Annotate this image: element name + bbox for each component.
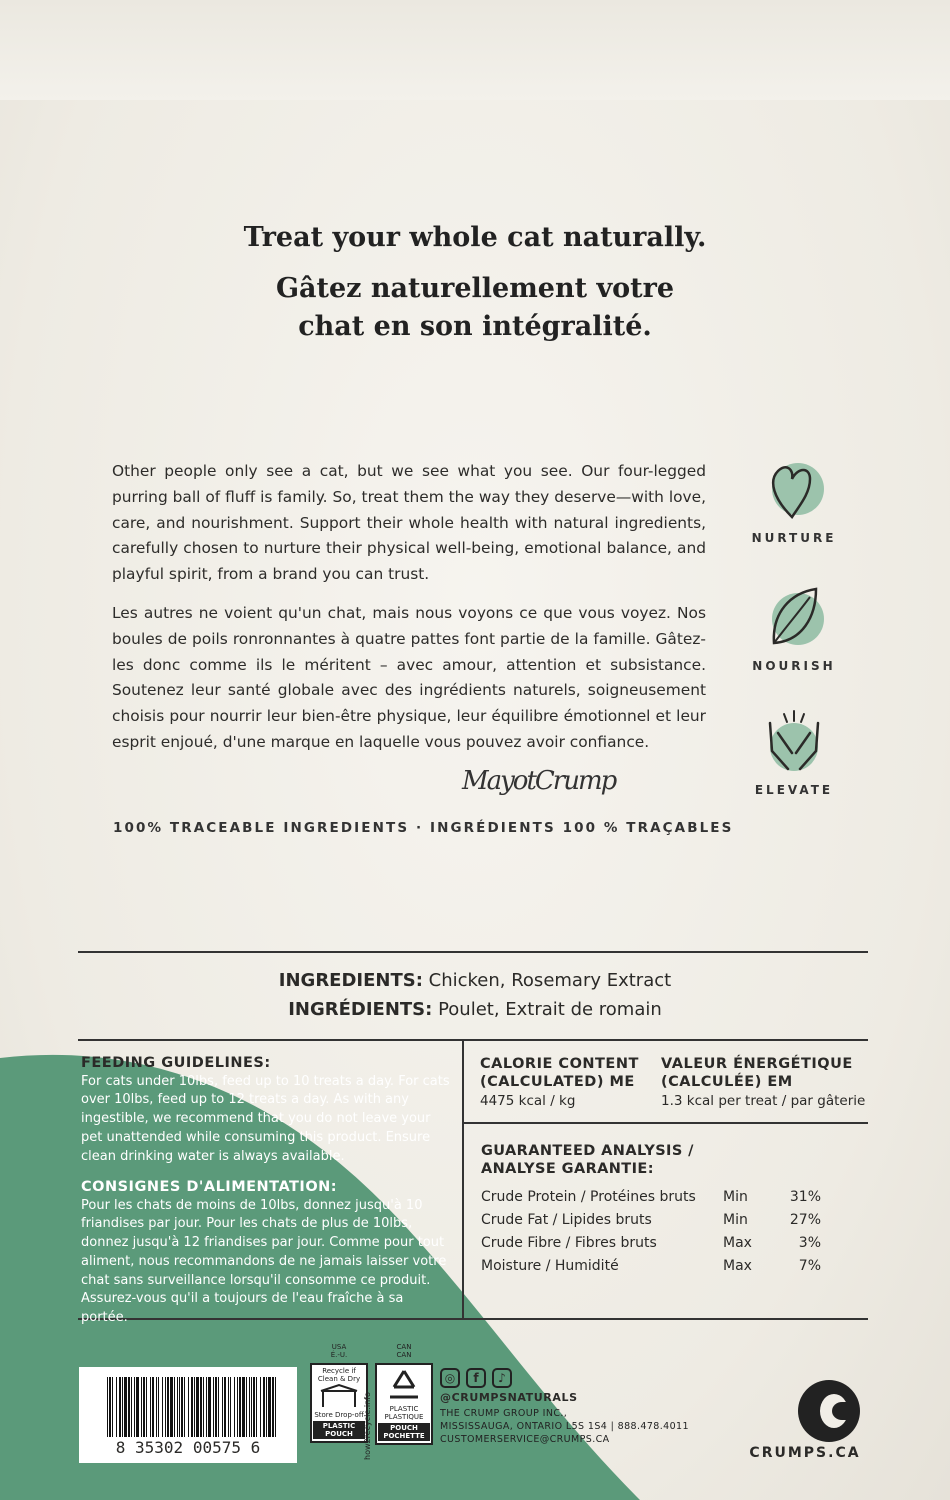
analysis-name: Crude Fat / Lipides bruts <box>481 1211 652 1228</box>
barcode-bar <box>239 1377 241 1437</box>
recycle-foot-line2: POUCH <box>325 1430 353 1438</box>
barcode-bar <box>128 1377 130 1437</box>
social-contact <box>440 1368 689 1446</box>
barcode-bar <box>152 1377 154 1437</box>
divider-vertical <box>462 1039 464 1319</box>
recycle-country: USA <box>331 1343 347 1351</box>
barcode-bar <box>196 1377 199 1437</box>
calorie-content-fr <box>661 1055 865 1109</box>
barcode-bar <box>119 1377 121 1437</box>
recycle-top: Recycle if Clean & Dry <box>317 1367 361 1383</box>
barcode-bar <box>222 1377 223 1437</box>
barcode-bar <box>112 1377 113 1437</box>
feeding-guidelines-fr <box>81 1178 453 1328</box>
barcode-bar <box>167 1377 169 1437</box>
crumps-logo-icon <box>798 1380 860 1442</box>
barcode-bar <box>228 1377 229 1437</box>
barcode-bar <box>268 1377 271 1437</box>
analysis-percent: 3% <box>798 1234 821 1251</box>
how2recycle-text: how2recycle.info <box>363 1392 372 1460</box>
headline-fr-line1: Gâtez naturellement votre <box>275 273 675 304</box>
barcode <box>79 1367 297 1463</box>
barcode-bar <box>150 1377 151 1437</box>
facebook-icon[interactable]: f <box>466 1368 486 1388</box>
story-fr: Les autres ne voient qu'un chat, mais nous voyons ce que vous voyez. Nos boules de poils ronronnantes à quatre pattes font partie de la famille. Gâtez-les donc comme ils le méritent – avec amour, attention et subsistance. Soutenez leur santé globale avec des ingrédients naturels, soigneusement choisis pour nourrir leur bien-être physique, leur équilibre émotionnel et leur esprit enjoué, d'une marque en laquelle vous pouvez avoir confiance. <box>112 604 706 751</box>
calorie-content-en <box>480 1055 639 1109</box>
barcode-bar <box>179 1377 180 1437</box>
calorie-title-fr-1: VALEUR ÉNERGÉTIQUE <box>661 1056 853 1072</box>
barcode-bar <box>251 1377 252 1437</box>
hands-icon <box>754 707 834 777</box>
barcode-bar <box>194 1377 195 1437</box>
benefit-nourish <box>740 583 848 673</box>
analysis-name: Crude Protein / Protéines bruts <box>481 1188 696 1205</box>
recycle-box <box>310 1363 368 1443</box>
barcode-bar <box>246 1377 247 1437</box>
calorie-title-en-1: CALORIE CONTENT <box>480 1056 639 1072</box>
ingredients-value-en: Chicken, Rosemary Extract <box>422 970 672 991</box>
analysis-name: Crude Fibre / Fibres bruts <box>481 1234 657 1251</box>
logo-cut <box>832 1402 852 1420</box>
analysis-qualifier: Min <box>723 1211 748 1228</box>
barcode-bar <box>218 1377 219 1437</box>
recycle-foot-line1: PLASTIC <box>322 1422 356 1430</box>
ingredients-value-fr: Poulet, Extrait de romain <box>432 999 662 1020</box>
barcode-bar <box>253 1377 255 1437</box>
barcode-bar <box>136 1377 139 1437</box>
barcode-bar <box>146 1377 147 1437</box>
recycle-top-line2: PLASTIQUE <box>384 1413 424 1421</box>
feeding-text-fr: Pour les chats de moins de 10lbs, donnez jusqu'à 10 friandises par jour. Pour les chats de plus de 10lbs, donnez jusqu'à 12 friandises par jour. Comme pour tout aliment, nous recommandons de ne jamais laisser votre chat sans surveillance lorsqu'il consomme ce produit. Assurez-vous qu'il a toujours de l'eau fraîche à sa portée. <box>81 1197 447 1325</box>
analysis-qualifier: Max <box>723 1234 752 1251</box>
barcode-bar <box>191 1377 193 1437</box>
barcode-bar <box>141 1377 142 1437</box>
divider-middle <box>78 1039 868 1041</box>
barcode-bar <box>174 1377 175 1437</box>
benefit-label: ELEVATE <box>754 783 834 797</box>
barcode-bar <box>203 1377 204 1437</box>
ingredients-label-en: INGREDIENTS: <box>278 970 423 991</box>
barcode-bar <box>249 1377 250 1437</box>
barcode-bars <box>107 1377 277 1437</box>
feeding-text-en: For cats under 10lbs, feed up to 10 treats a day. For cats over 10lbs, feed up to 12 treats a day. As with any ingestible, we recommend that you do not leave your pet unattended while consuming this product. Ensure clean drinking water is always available. <box>81 1073 450 1164</box>
barcode-bar <box>116 1377 117 1437</box>
analysis-name: Moisture / Humidité <box>481 1257 619 1274</box>
recycle-arrows-icon <box>382 1367 426 1403</box>
recycle-foot-line1: POUCH <box>390 1424 418 1432</box>
barcode-bar <box>200 1377 202 1437</box>
analysis-percent: 7% <box>798 1257 821 1274</box>
tiktok-icon[interactable]: ♪ <box>492 1368 512 1388</box>
barcode-bar <box>158 1377 159 1437</box>
benefit-elevate <box>740 707 848 797</box>
barcode-bar <box>165 1377 166 1437</box>
barcode-bar <box>215 1377 217 1437</box>
signature: MayotCrump <box>462 766 616 796</box>
address-email[interactable]: CUSTOMERSERVICE@CRUMPS.CA <box>440 1434 610 1445</box>
barcode-bar <box>181 1377 183 1437</box>
barcode-bar <box>213 1377 214 1437</box>
leaf-icon <box>754 583 834 653</box>
recycle-label-can <box>375 1343 433 1445</box>
barcode-bar <box>177 1377 178 1437</box>
recycle-country: CAN <box>396 1343 412 1351</box>
table-row <box>481 1185 821 1208</box>
barcode-bar <box>208 1377 211 1437</box>
barcode-bar <box>234 1377 235 1437</box>
barcode-bar <box>263 1377 265 1437</box>
headline-en: Treat your whole cat naturally. <box>243 222 707 253</box>
barcode-bar <box>134 1377 135 1437</box>
calorie-value-fr: 1.3 kcal per treat / par gâterie <box>661 1093 866 1109</box>
calorie-value-en: 4475 kcal / kg <box>480 1093 576 1109</box>
barcode-bar <box>109 1377 111 1437</box>
table-row <box>481 1231 821 1254</box>
recycle-foot <box>378 1423 430 1441</box>
barcode-bar <box>275 1377 276 1437</box>
headline-fr-line2: chat en son intégralité. <box>298 311 652 342</box>
barcode-bar <box>188 1377 189 1437</box>
barcode-bar <box>143 1377 145 1437</box>
benefit-label: NOURISH <box>752 659 836 673</box>
address-line1: THE CRUMP GROUP INC., <box>440 1408 568 1419</box>
analysis-title-line2: ANALYSE GARANTIE: <box>481 1161 654 1177</box>
guaranteed-analysis-table <box>481 1185 821 1277</box>
table-row <box>481 1254 821 1277</box>
recycle-label-usa <box>310 1343 368 1443</box>
recycle-country-fr: É.-U. <box>330 1351 348 1359</box>
ingredients-fr <box>0 999 950 1020</box>
analysis-percent: 27% <box>789 1211 821 1228</box>
barcode-bar <box>162 1377 163 1437</box>
address-line2: MISSISSAUGA, ONTARIO L5S 1S4 | 888.478.4011 <box>440 1421 689 1432</box>
recycle-country-fr: CAN <box>396 1351 412 1359</box>
social-handle[interactable]: @CRUMPSNATURALS <box>440 1391 578 1404</box>
feeding-guidelines-en <box>81 1054 453 1166</box>
company-address <box>440 1407 689 1446</box>
barcode-bar <box>124 1377 127 1437</box>
barcode-bar <box>107 1377 108 1437</box>
barcode-bar <box>260 1377 261 1437</box>
barcode-bar <box>256 1377 257 1437</box>
recycle-foot <box>313 1421 365 1439</box>
benefit-label: NURTURE <box>751 531 837 545</box>
table-row <box>481 1208 821 1231</box>
calorie-title-fr-2: (CALCULÉE) EM <box>661 1074 793 1090</box>
recycle-box <box>375 1363 433 1445</box>
feeding-title-en: FEEDING GUIDELINES: <box>81 1055 271 1071</box>
barcode-bar <box>184 1377 185 1437</box>
barcode-bar <box>266 1377 267 1437</box>
divider-top <box>78 951 868 953</box>
analysis-title-line1: GUARANTEED ANALYSIS / <box>481 1143 694 1159</box>
ingredients-label-fr: INGRÉDIENTS: <box>288 999 433 1020</box>
website[interactable]: CRUMPS.CA <box>749 1445 861 1461</box>
barcode-bar <box>230 1377 231 1437</box>
recycle-top-line1: PLASTIC <box>389 1405 419 1413</box>
store-dropoff-icon <box>319 1383 359 1409</box>
traceable-ingredients: 100% TRACEABLE INGREDIENTS · INGRÉDIENTS 100 % TRAÇABLES <box>113 820 734 836</box>
benefit-nurture <box>740 455 848 545</box>
barcode-bar <box>122 1377 123 1437</box>
analysis-percent: 31% <box>789 1188 821 1205</box>
calorie-title-en-2: (CALCULATED) ME <box>480 1074 635 1090</box>
divider-calorie <box>462 1122 868 1124</box>
barcode-bar <box>242 1377 245 1437</box>
barcode-bar <box>156 1377 157 1437</box>
recycle-foot-line2: POCHETTE <box>383 1432 425 1440</box>
analysis-qualifier: Max <box>723 1257 752 1274</box>
feeding-title-fr: CONSIGNES D'ALIMENTATION: <box>81 1179 338 1195</box>
heart-icon <box>754 455 834 525</box>
ingredients-en <box>0 970 950 991</box>
story-en: Other people only see a cat, but we see what you see. Our four-legged purring ball of fluff is family. So, treat them the way they deserve—with love, care, and nourishment. Support their whole health with natural ingredients, carefully chosen to nurture their physical well-being, emotional balance, and playful spirit, from a brand you can trust. <box>112 462 706 584</box>
recycle-mid: Store Drop-off <box>314 1411 364 1419</box>
barcode-digits: 8 35302 00575 6 <box>115 1438 261 1457</box>
barcode-bar <box>170 1377 173 1437</box>
guaranteed-analysis-title <box>481 1142 694 1178</box>
barcode-bar <box>224 1377 226 1437</box>
barcode-bar <box>131 1377 132 1437</box>
instagram-icon[interactable]: ◎ <box>440 1368 460 1388</box>
headline-fr <box>0 270 950 346</box>
social-icons <box>440 1368 689 1388</box>
barcode-bar <box>206 1377 207 1437</box>
analysis-qualifier: Min <box>723 1188 748 1205</box>
barcode-bar <box>237 1377 238 1437</box>
barcode-bar <box>272 1377 274 1437</box>
